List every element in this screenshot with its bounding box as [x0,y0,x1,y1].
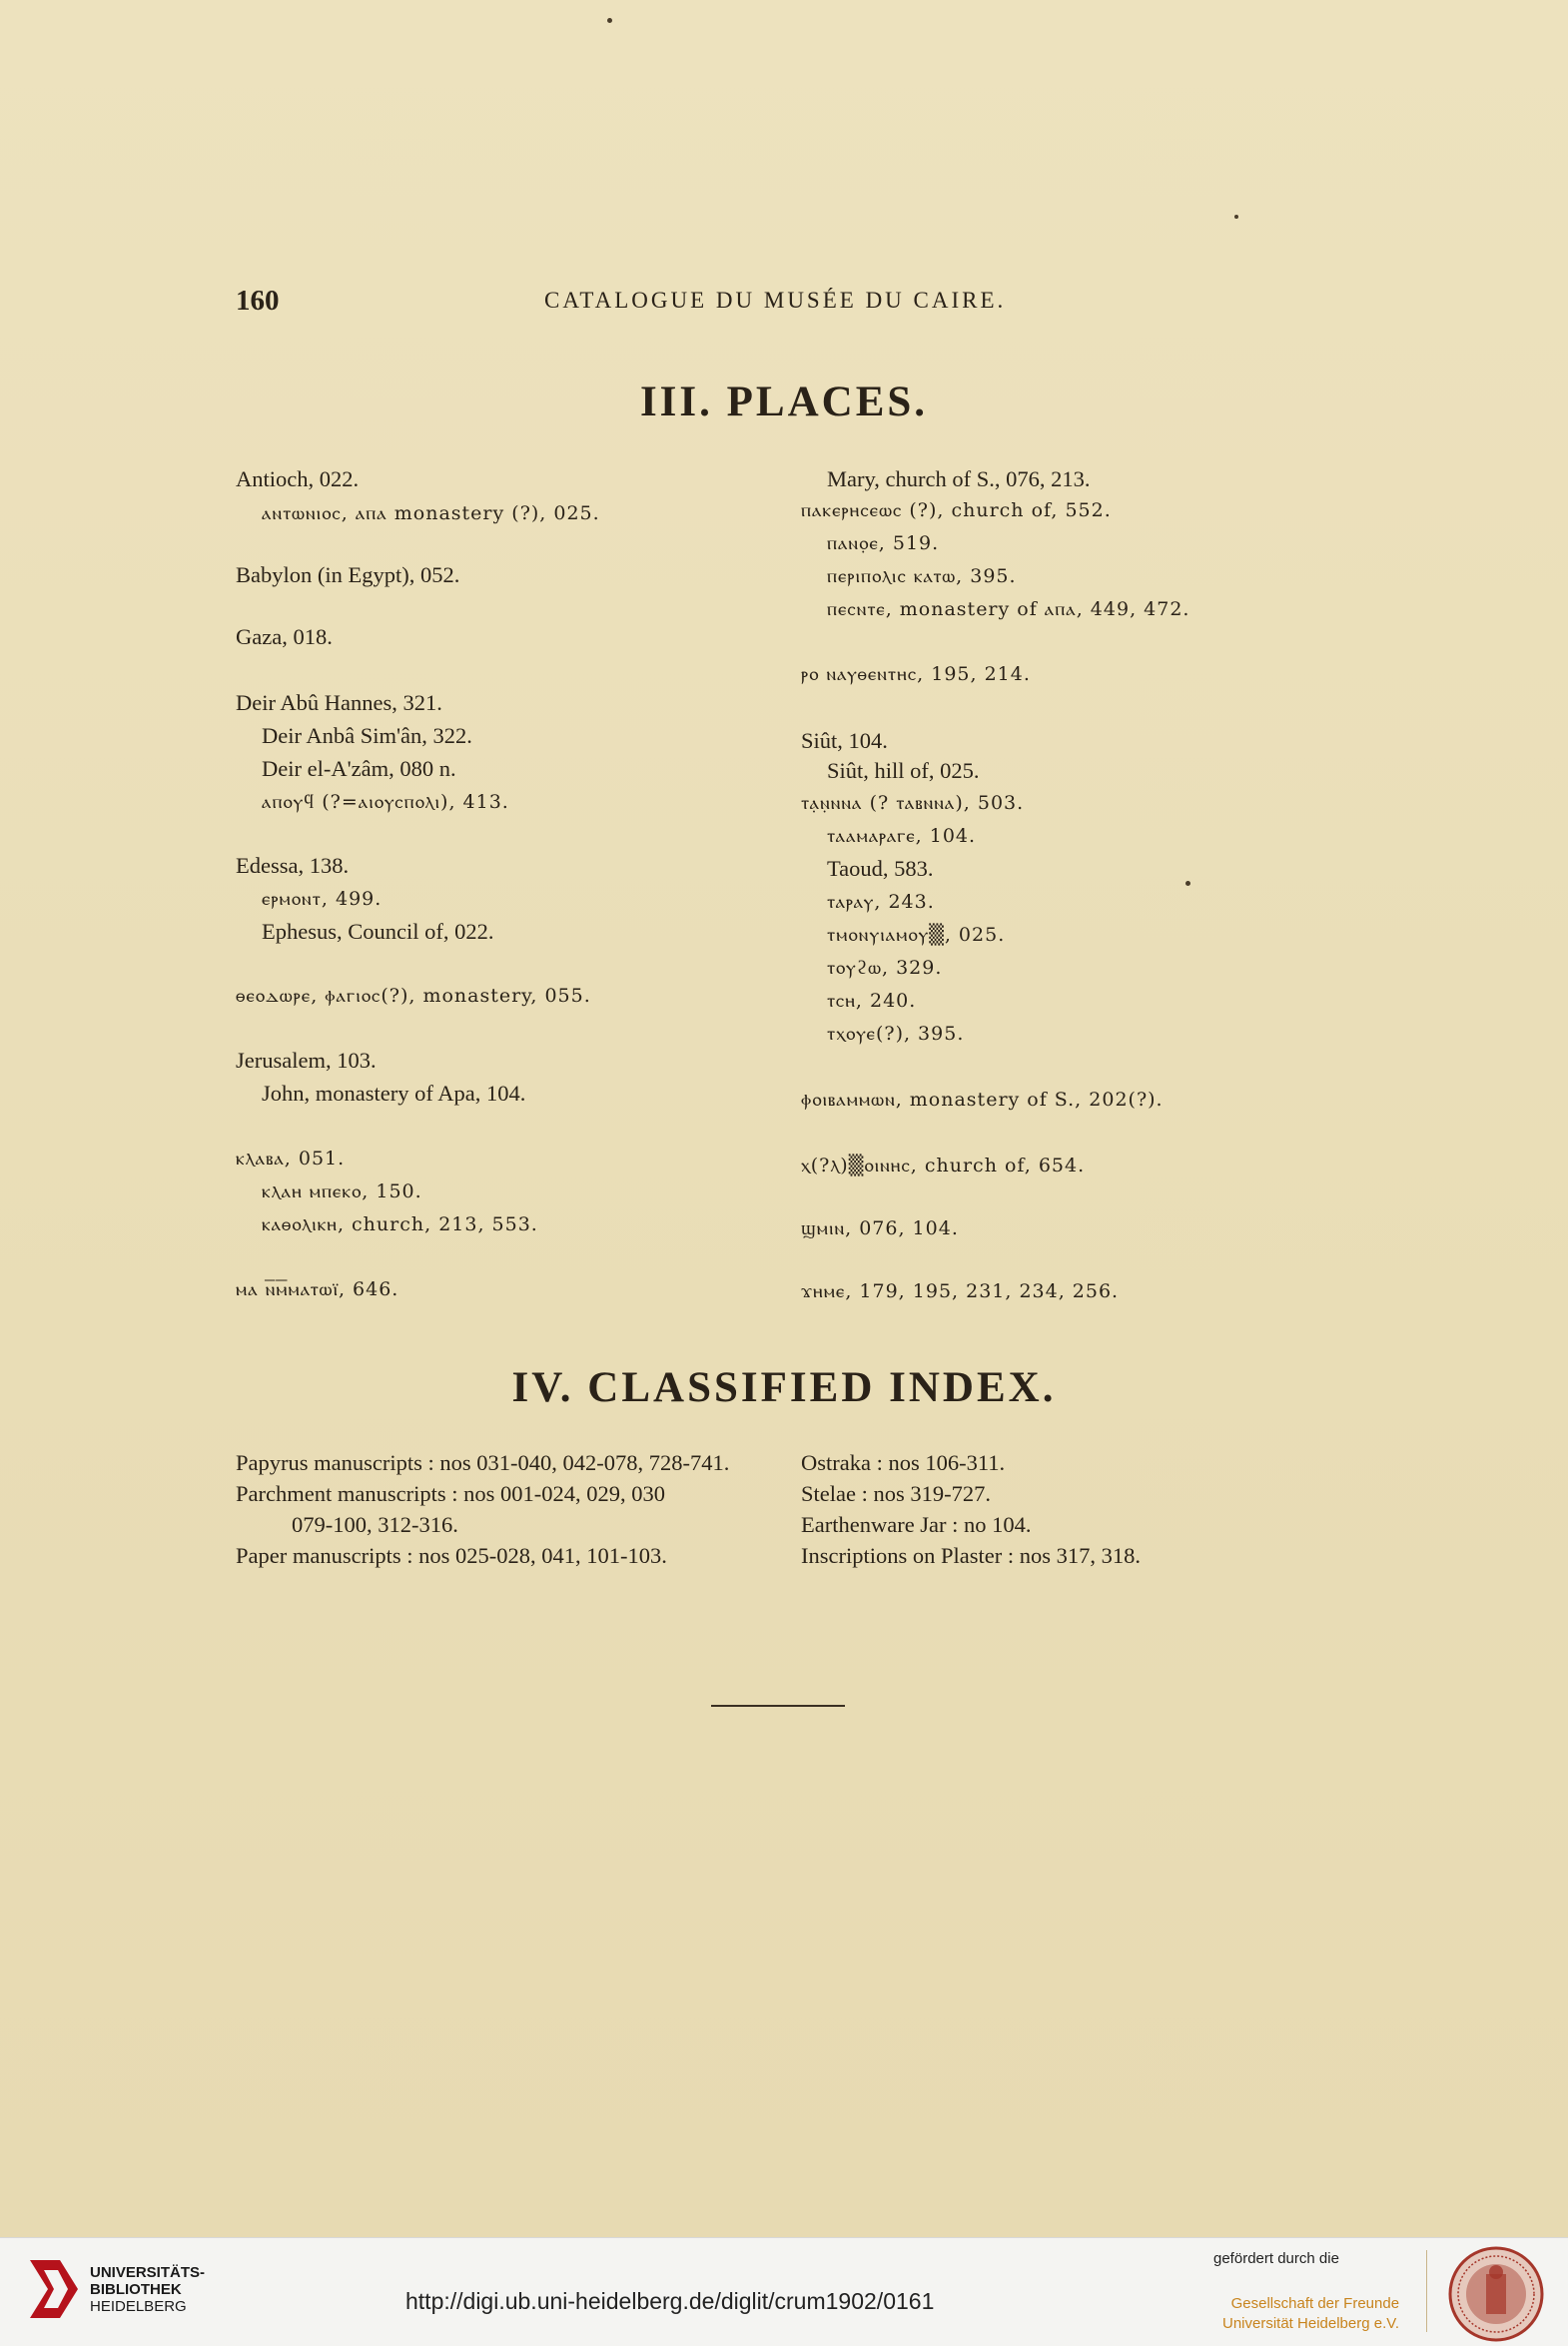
index-entry: ⲭ(?ⲗ)▒ⲟⲓⲛⲏⲥ, church of, 654. [801,1155,1086,1176]
society-name [1222,2294,1399,2334]
index-entry: Ephesus, Council of, 022. [262,919,494,944]
index-entry: ⲧⲟⲩϩⲱ, 329. [827,957,943,979]
permalink-url[interactable]: http://digi.ub.uni-heidelberg.de/diglit/crum1902/0161 [405,2288,935,2314]
index-entry: ϣⲙⲓⲛ, 076, 104. [801,1217,959,1239]
index-entry: ⲧⲁⲁⲙⲁⲣⲁⲅⲉ, 104. [827,825,977,847]
index-entry: ⲉⲣⲙⲟⲛⲧ, 499. [262,888,383,910]
classified-index-entry: Earthenware Jar : no 104. [801,1512,1032,1537]
index-entry: ⲕⲗⲁⲃⲁ, 051. [236,1148,346,1170]
index-entry: ⲡⲁⲛⲟ̣ⲉ, 519. [827,532,940,554]
classified-index-entry: 079-100, 312-316. [292,1512,458,1537]
index-entry: ⲙⲁ ⲛ̅ⲙ̅ⲙⲁⲧⲱⲓ̈, 646. [236,1278,399,1300]
footer-divider [1426,2250,1427,2332]
index-entry: ⲫⲟⲓⲃⲁⲙⲙⲱⲛ, monastery of S., 202(?). [801,1089,1164,1111]
library-logo-icon [26,2256,82,2322]
index-entry: Siût, 104. [801,728,888,753]
index-entry: ⲕⲁⲑⲟⲗⲓⲕⲏ, church, 213, 553. [262,1213,538,1235]
index-entry: ⲕⲗⲁⲏ ⲙⲡⲉⲕⲟ, 150. [262,1180,422,1202]
index-entry: Taoud, 583. [827,856,934,881]
index-entry: ⲧⲙⲟⲛⲩⲓⲁⲙⲟⲩ▒, 025. [827,924,1006,946]
closing-rule [711,1705,845,1707]
index-entry: ϫⲏⲙⲉ, 179, 195, 231, 234, 256. [801,1280,1120,1302]
index-entry: ⲧⲭⲟⲩⲉ(?), 395. [827,1023,965,1045]
classified-index-entry: Papyrus manuscripts : nos 031-040, 042-078, 728-741. [236,1450,730,1475]
page-number: 160 [236,285,280,317]
index-entry: Mary, church of S., 076, 213. [827,466,1091,491]
index-entry: Deir Anbâ Sim'ân, 322. [262,723,472,748]
index-entry: Gaza, 018. [236,624,333,649]
library-name-line3: HEIDELBERG [90,2298,187,2315]
society-name-line1: Gesellschaft der Freunde [1230,2295,1400,2312]
index-entry: Jerusalem, 103. [236,1048,377,1073]
supported-by-label: gefördert durch die [1213,2250,1339,2267]
index-entry: Babylon (in Egypt), 052. [236,562,460,587]
university-seal-icon [1446,2244,1546,2344]
section-title-classified-index: IV. CLASSIFIED INDEX. [511,1364,1057,1411]
index-entry: ⲁⲛⲧⲱⲛⲓⲟⲥ, ⲁⲡⲁ monastery (?), 025. [262,502,600,524]
footer-bar [0,2237,1568,2346]
index-entry: ⲣⲟ ⲛⲁⲩⲑⲉⲛⲧⲏⲥ, 195, 214. [801,663,1031,685]
section-title-places: III. PLACES. [639,379,929,425]
classified-index-entry: Paper manuscripts : nos 025-028, 041, 101-103. [236,1543,667,1568]
index-entry: ⲧⲁⲣⲁⲩ, 243. [827,891,935,913]
index-entry: Edessa, 138. [236,853,350,878]
index-entry: Antioch, 022. [236,466,360,491]
page-speck [1234,215,1238,219]
index-entry: ⲧⲁ̣ⲛ̣ⲛⲛⲁ (? ⲧⲁⲃⲛⲛⲁ), 503. [801,792,1025,814]
library-name-line1: UNIVERSITÄTS- [90,2264,206,2281]
index-entry: ⲧⲥⲏ, 240. [827,990,917,1012]
index-entry: Deir Abû Hannes, 321. [236,690,442,715]
running-title: CATALOGUE DU MUSÉE DU CAIRE. [544,288,1007,313]
index-entry: ⲑⲉⲟⲇⲱⲣⲉ, ⲫⲁⲅⲓⲟⲥ(?), monastery, 055. [236,985,591,1007]
classified-index-entry: Ostraka : nos 106-311. [801,1450,1006,1475]
index-entry: Siût, hill of, 025. [827,758,980,783]
society-name-line2: Universität Heidelberg e.V. [1222,2315,1400,2332]
index-entry: ⲁⲡⲟⲩϥ (?=ⲁⲓⲟⲩⲥⲡⲟⲗⲓ), 413. [262,791,509,813]
index-entry: Deir el-A'zâm, 080 n. [262,756,456,781]
running-head [0,285,1568,325]
library-name-line2: BIBLIOTHEK [90,2281,182,2298]
classified-index-entry: Stelae : nos 319-727. [801,1481,991,1506]
classified-index-entry: Parchment manuscripts : nos 001-024, 029, 030 [236,1481,665,1506]
page-speck [607,18,612,23]
library-name [90,2264,205,2315]
page-speck [1185,881,1190,886]
index-entry: ⲡⲁⲕⲉⲣⲏⲥⲉⲱⲥ (?), church of, 552. [801,499,1112,521]
classified-index-entry: Inscriptions on Plaster : nos 317, 318. [801,1543,1141,1568]
index-entry: ⲡⲉⲣⲓⲡⲟⲗⲓⲥ ⲕⲁⲧⲱ, 395. [827,565,1017,587]
index-entry: John, monastery of Apa, 104. [262,1081,526,1106]
index-entry: ⲡⲉⲥⲛⲧⲉ, monastery of ⲁⲡⲁ, 449, 472. [827,598,1190,620]
